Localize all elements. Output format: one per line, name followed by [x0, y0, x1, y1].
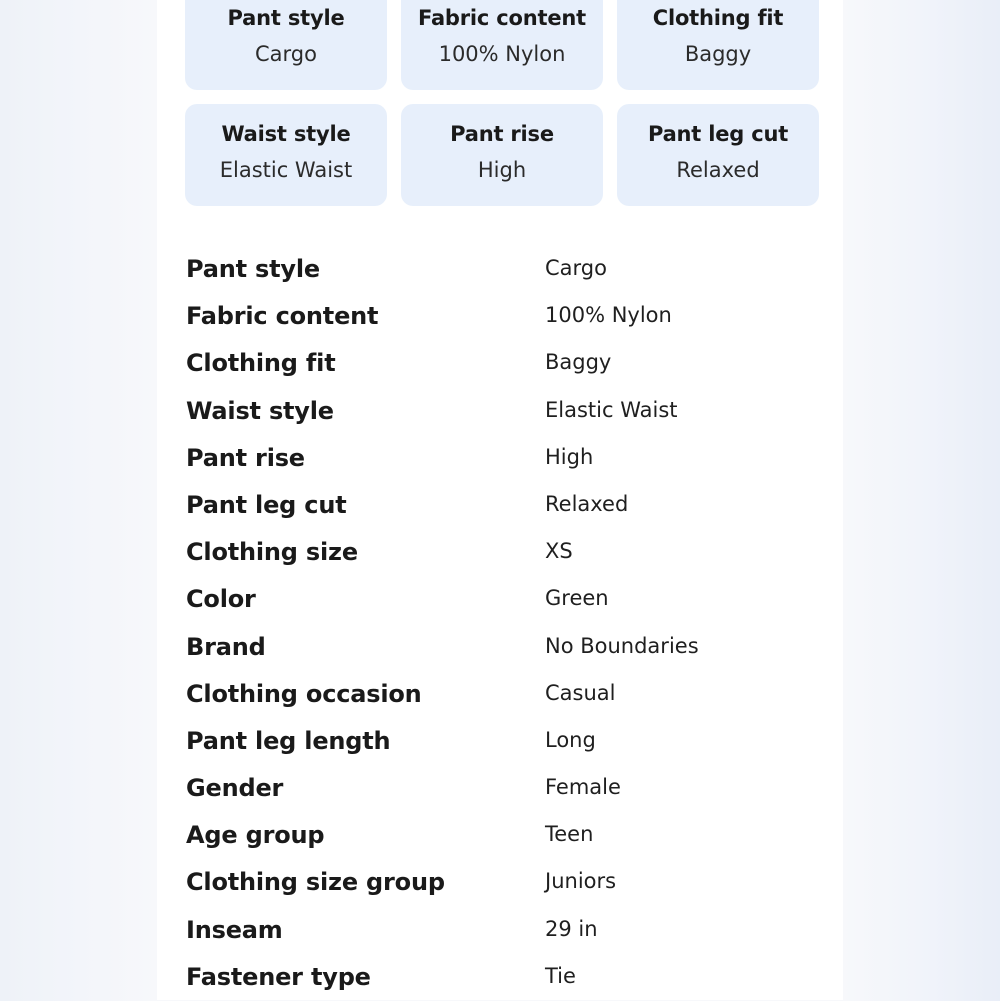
spec-value: Teen: [545, 822, 594, 847]
spec-value: Female: [545, 775, 621, 800]
spec-label: Clothing fit: [186, 349, 336, 378]
highlight-card-value: Elastic Waist: [219, 158, 353, 182]
highlight-card-value: Relaxed: [676, 158, 760, 182]
spec-value: Baggy: [545, 350, 612, 375]
spec-value: Elastic Waist: [545, 397, 678, 422]
spec-label: Clothing occasion: [186, 679, 422, 708]
spec-label: Pant leg cut: [186, 490, 347, 519]
highlight-card: [185, 0, 387, 90]
spec-row-pant-style: [186, 246, 816, 293]
spec-label: Brand: [186, 632, 266, 661]
spec-row-pant-leg-cut: [186, 482, 816, 529]
spec-label: Pant leg length: [186, 726, 391, 755]
spec-row-brand: [186, 624, 816, 671]
spec-label: Waist style: [186, 396, 334, 425]
spec-row-clothing-fit: [186, 340, 816, 387]
spec-value: 29 in: [545, 916, 598, 941]
spec-label: Gender: [186, 774, 284, 803]
highlight-card: [617, 0, 819, 90]
spec-value: Long: [545, 727, 596, 752]
spec-label: Fastener type: [186, 962, 371, 991]
spec-value: Juniors: [545, 869, 617, 894]
spec-row-fabric-content: [186, 293, 816, 340]
spec-value: XS: [545, 539, 573, 564]
spec-value: 100% Nylon: [545, 303, 672, 328]
spec-label: Clothing size group: [186, 868, 445, 897]
highlight-cards-grid: [185, 0, 819, 206]
spec-row-clothing-occasion: [186, 671, 816, 718]
highlight-card: [185, 104, 387, 206]
spec-label: Fabric content: [186, 302, 379, 331]
spec-label: Inseam: [186, 915, 283, 944]
highlight-card: [401, 104, 603, 206]
highlight-card-value: High: [477, 158, 527, 182]
highlight-card-value: Baggy: [684, 42, 752, 66]
spec-row-clothing-size: [186, 529, 816, 576]
highlight-card-title: Pant leg cut: [647, 122, 789, 146]
spec-row-pant-leg-length: [186, 718, 816, 765]
highlight-card-value: Cargo: [255, 42, 317, 66]
spec-value: Tie: [545, 963, 576, 988]
product-details-panel: [157, 0, 843, 1000]
spec-label: Age group: [186, 821, 325, 850]
spec-value: High: [545, 444, 594, 469]
spec-row-age-group: [186, 812, 816, 859]
spec-label: Pant style: [186, 255, 320, 283]
highlight-card-title: Pant rise: [450, 122, 554, 146]
highlight-card-value: 100% Nylon: [438, 42, 566, 66]
spec-row-gender: [186, 765, 816, 812]
spec-value: Cargo: [545, 256, 607, 280]
spec-value: Relaxed: [545, 491, 629, 516]
spec-row-waist-style: [186, 388, 816, 435]
highlight-card-title: Fabric content: [418, 6, 586, 30]
highlight-card: [617, 104, 819, 206]
spec-row-color: [186, 576, 816, 623]
spec-row-clothing-size-group: [186, 859, 816, 906]
spec-value: Casual: [545, 680, 616, 705]
spec-label: Pant rise: [186, 443, 305, 472]
spec-value: Green: [545, 586, 609, 611]
specifications-table: [186, 246, 816, 1001]
highlight-card: [401, 0, 603, 90]
spec-value: No Boundaries: [545, 633, 699, 658]
spec-row-inseam: [186, 907, 816, 954]
spec-row-pant-rise: [186, 435, 816, 482]
highlight-card-title: Pant style: [227, 6, 345, 30]
spec-label: Clothing size: [186, 538, 358, 567]
spec-row-fastener-type: [186, 954, 816, 1001]
highlight-card-title: Waist style: [221, 122, 351, 146]
highlight-card-title: Clothing fit: [652, 6, 784, 30]
spec-label: Color: [186, 585, 256, 614]
